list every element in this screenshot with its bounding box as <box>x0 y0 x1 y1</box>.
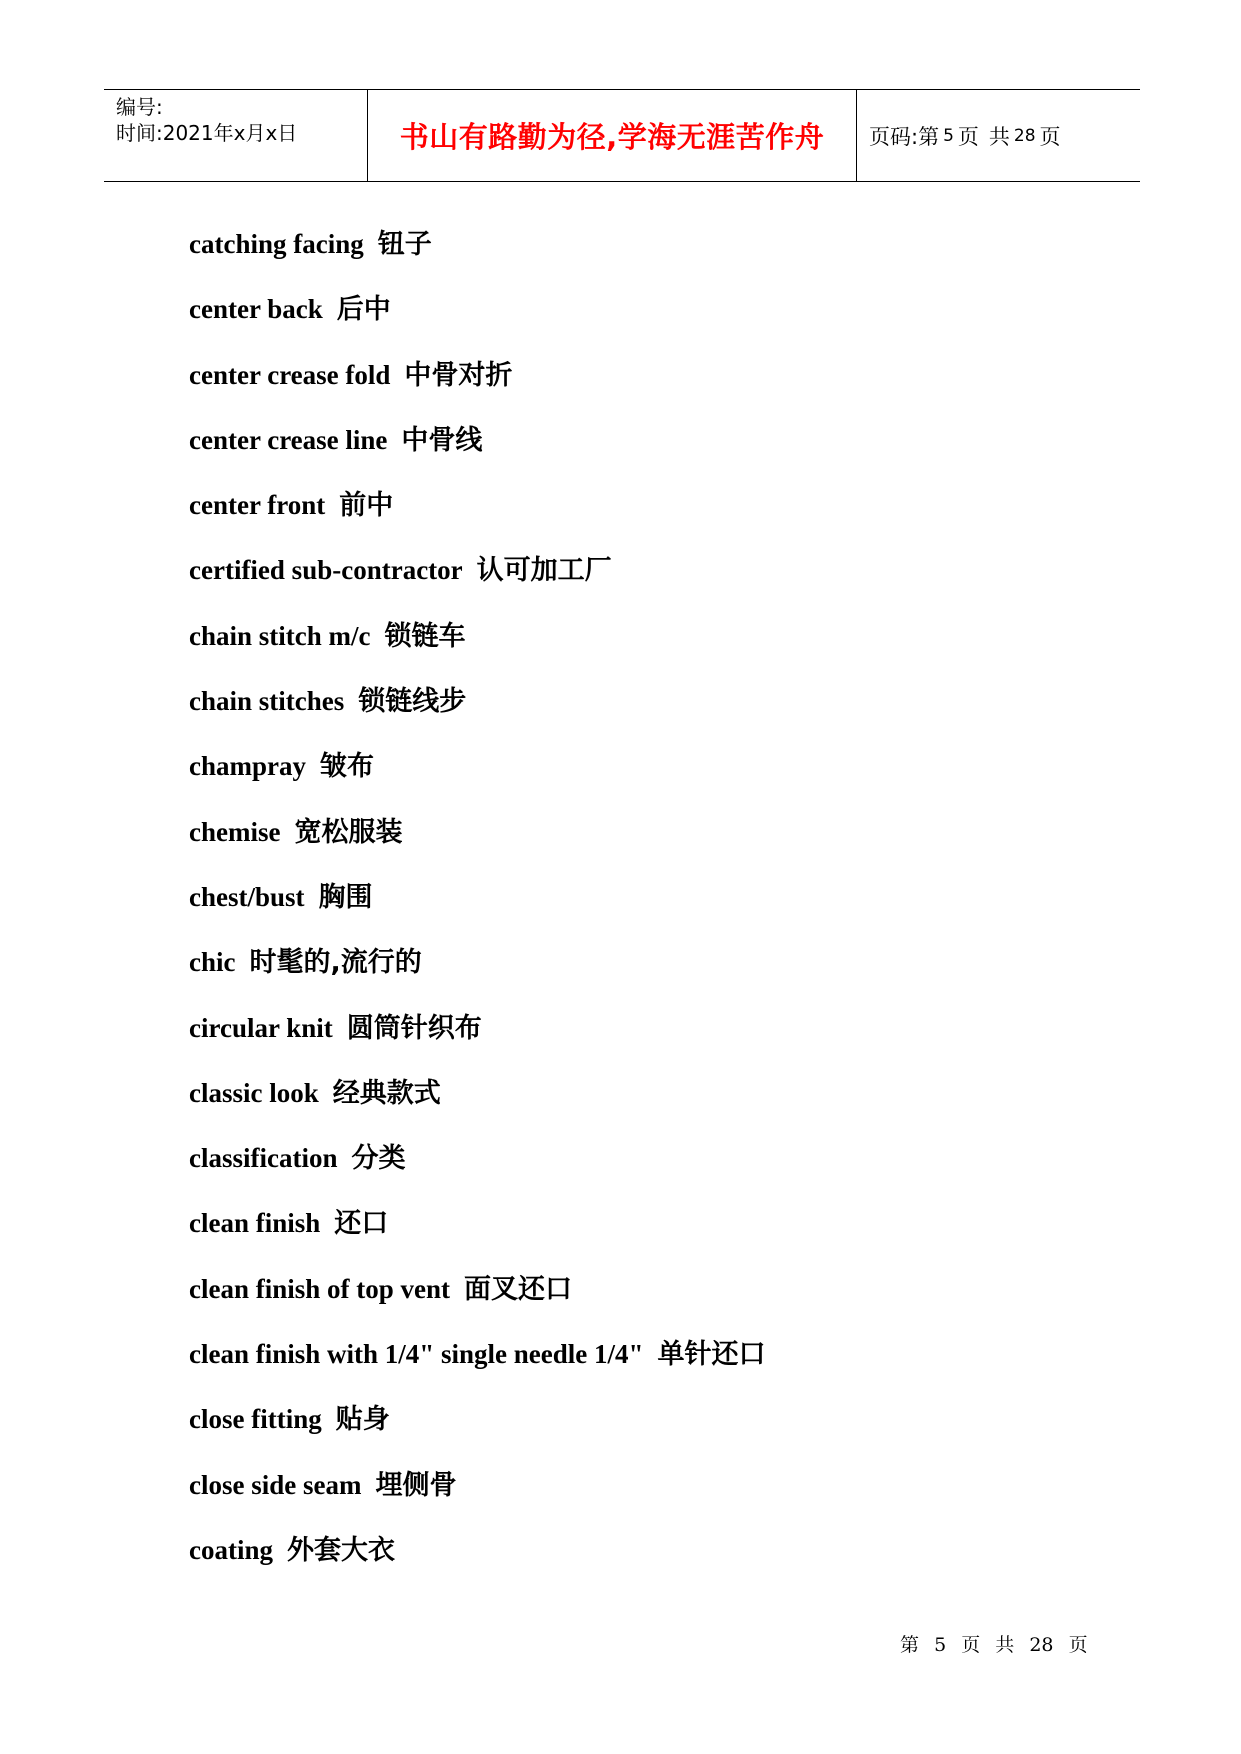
entry-chinese-term: 锁链车 <box>384 620 466 652</box>
glossary-entry <box>189 1400 766 1465</box>
entry-chinese-term: 时髦的,流行的 <box>249 947 422 979</box>
time-label: 时间:2021年x月x日 <box>116 121 298 145</box>
entry-english-term: classic look <box>189 1077 319 1108</box>
entry-english-term: close side seam <box>189 1469 362 1500</box>
entry-english-term: certified sub-contractor <box>189 555 463 586</box>
entry-chinese-term: 外套大衣 <box>287 1534 395 1566</box>
entry-chinese-term: 钮子 <box>377 229 432 260</box>
entry-chinese-term: 埋侧骨 <box>375 1469 457 1501</box>
total-label: 共 <box>988 124 1010 149</box>
entry-chinese-term: 经典款式 <box>332 1077 441 1109</box>
entry-chinese-term: 皱布 <box>320 751 374 783</box>
serial-label: 编号: <box>116 95 163 119</box>
footer-page-number: 5 <box>934 1634 947 1656</box>
glossary-entry <box>189 1531 766 1596</box>
entry-english-term: chest/bust <box>189 881 305 912</box>
glossary-entry <box>189 486 766 551</box>
entry-chinese-term: 中骨对折 <box>404 359 513 391</box>
entry-english-term: circular knit <box>189 1012 333 1043</box>
glossary-entry <box>189 225 766 290</box>
glossary-entry <box>189 878 766 943</box>
entry-chinese-term: 锁链线步 <box>358 686 467 718</box>
entry-english-term: clean finish of top vent <box>189 1273 451 1304</box>
entry-chinese-term: 中骨线 <box>401 424 483 456</box>
entry-english-term: clean finish with 1/4" single needle 1/4" <box>189 1339 644 1370</box>
entry-english-term: clean finish <box>189 1208 321 1239</box>
header-page-cell <box>857 90 1140 181</box>
glossary-entry <box>189 1204 766 1269</box>
entry-chinese-term: 单针还口 <box>657 1339 766 1371</box>
entry-english-term: close fitting <box>189 1404 322 1435</box>
glossary-entry <box>189 421 766 486</box>
glossary-entry <box>189 682 766 747</box>
glossary-entry <box>189 943 766 1008</box>
glossary-entry <box>189 1009 766 1074</box>
page-unit: 页 <box>957 124 979 149</box>
page-number: 5 <box>943 125 954 146</box>
entry-chinese-term: 胸围 <box>318 881 373 913</box>
entry-chinese-term: 还口 <box>334 1208 389 1240</box>
entry-chinese-term: 圆筒针织布 <box>346 1012 482 1044</box>
glossary-entry <box>189 813 766 878</box>
glossary-entry <box>189 747 766 812</box>
entry-chinese-term: 前中 <box>339 490 394 522</box>
entry-english-term: chain stitches <box>189 686 345 717</box>
footer-total-number: 28 <box>1029 1634 1054 1656</box>
page-label: 页码:第 <box>869 124 940 149</box>
entry-chinese-term: 后中 <box>336 294 391 326</box>
entry-english-term: catching facing <box>189 229 364 259</box>
footer-total-label: 共 <box>995 1634 1015 1656</box>
entry-english-term: center crease line <box>189 424 388 455</box>
footer-page-unit: 页 <box>961 1634 981 1656</box>
entry-english-term: chic <box>189 947 236 978</box>
header-table <box>104 89 1140 182</box>
glossary-entry <box>189 1270 766 1335</box>
total-unit: 页 <box>1039 124 1061 149</box>
entry-english-term: chain stitch m/c <box>189 620 371 651</box>
entry-english-term: chemise <box>189 816 281 847</box>
entry-chinese-term: 贴身 <box>335 1404 390 1436</box>
motto-text: 书山有路勤为径,学海无涯苦作舟 <box>399 120 825 154</box>
glossary-entry <box>189 1466 766 1531</box>
glossary-entry <box>189 290 766 355</box>
glossary-entry <box>189 551 766 616</box>
header-info-cell <box>104 90 368 181</box>
footer-total-unit: 页 <box>1068 1634 1088 1656</box>
entry-english-term: center crease fold <box>189 359 391 390</box>
glossary-list <box>189 225 766 1596</box>
glossary-entry <box>189 356 766 421</box>
entry-english-term: center back <box>189 294 323 325</box>
entry-english-term: champray <box>189 751 306 782</box>
entry-english-term: coating <box>189 1534 273 1565</box>
entry-chinese-term: 分类 <box>351 1143 406 1175</box>
total-number: 28 <box>1013 125 1036 146</box>
entry-english-term: classification <box>189 1143 338 1174</box>
header-motto-cell <box>368 90 857 181</box>
glossary-entry <box>189 1074 766 1139</box>
glossary-entry <box>189 1139 766 1204</box>
page-footer <box>900 1630 1097 1657</box>
entry-chinese-term: 宽松服装 <box>294 816 403 848</box>
entry-chinese-term: 认可加工厂 <box>476 555 612 587</box>
entry-english-term: center front <box>189 490 326 521</box>
glossary-entry <box>189 617 766 682</box>
footer-prefix: 第 <box>900 1634 920 1656</box>
glossary-entry <box>189 1335 766 1400</box>
entry-chinese-term: 面叉还口 <box>464 1273 573 1305</box>
